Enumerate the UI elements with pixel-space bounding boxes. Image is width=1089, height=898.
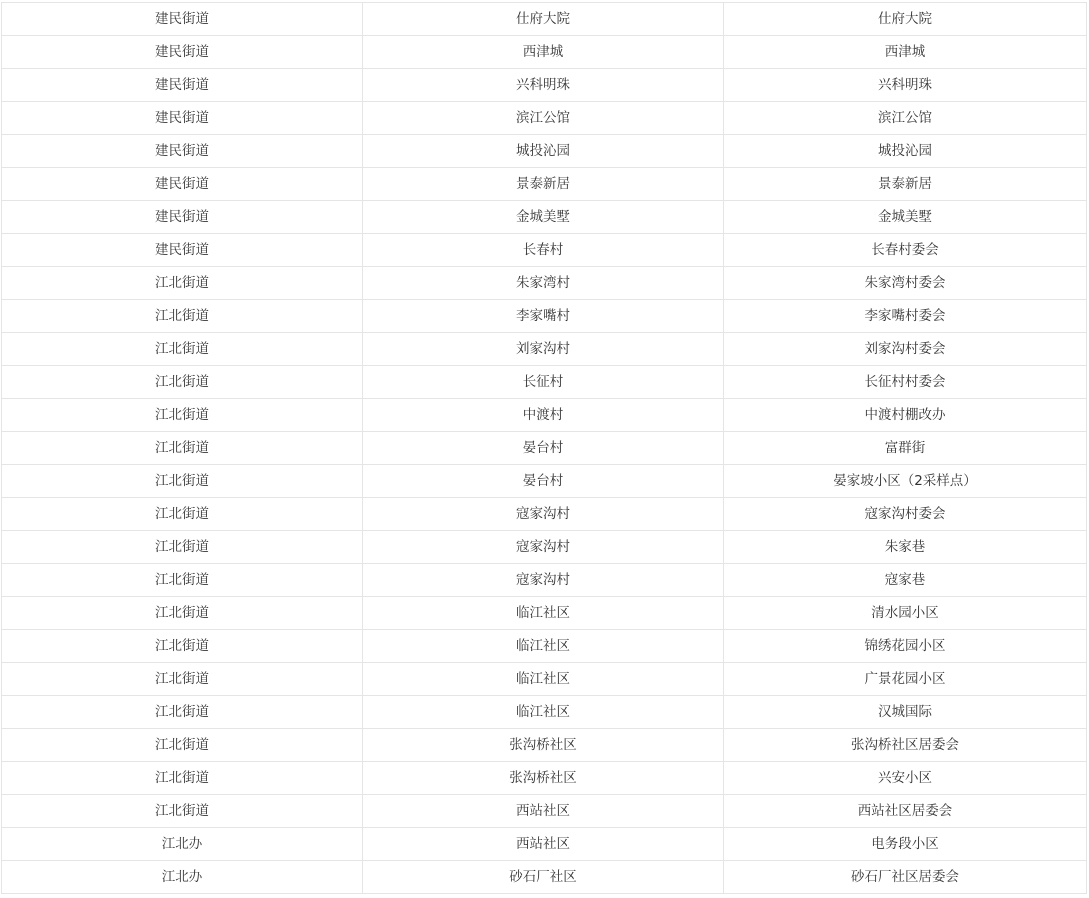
street-cell: 江北街道 xyxy=(2,696,363,729)
community-cell: 滨江公馆 xyxy=(363,102,724,135)
table-row xyxy=(2,762,1087,795)
site-cell: 西站社区居委会 xyxy=(724,795,1087,828)
site-cell: 中渡村棚改办 xyxy=(724,399,1087,432)
street-cell: 江北街道 xyxy=(2,399,363,432)
community-cell: 寇家沟村 xyxy=(363,498,724,531)
street-cell: 江北办 xyxy=(2,861,363,894)
table-row xyxy=(2,696,1087,729)
street-cell: 江北街道 xyxy=(2,564,363,597)
street-cell: 江北街道 xyxy=(2,300,363,333)
table-row xyxy=(2,333,1087,366)
table-row xyxy=(2,69,1087,102)
site-cell: 仕府大院 xyxy=(724,3,1087,36)
table-row xyxy=(2,135,1087,168)
community-cell: 寇家沟村 xyxy=(363,531,724,564)
sampling-sites-table xyxy=(1,2,1087,894)
table-row xyxy=(2,300,1087,333)
table-row xyxy=(2,366,1087,399)
street-cell: 建民街道 xyxy=(2,3,363,36)
table-row xyxy=(2,234,1087,267)
community-cell: 金城美墅 xyxy=(363,201,724,234)
site-cell: 兴科明珠 xyxy=(724,69,1087,102)
table-row xyxy=(2,498,1087,531)
table-row xyxy=(2,828,1087,861)
site-cell: 滨江公馆 xyxy=(724,102,1087,135)
street-cell: 江北街道 xyxy=(2,762,363,795)
table-row xyxy=(2,597,1087,630)
table-row xyxy=(2,201,1087,234)
site-cell: 张沟桥社区居委会 xyxy=(724,729,1087,762)
community-cell: 张沟桥社区 xyxy=(363,729,724,762)
site-cell: 长春村委会 xyxy=(724,234,1087,267)
site-cell: 兴安小区 xyxy=(724,762,1087,795)
street-cell: 江北街道 xyxy=(2,597,363,630)
site-cell: 寇家沟村委会 xyxy=(724,498,1087,531)
street-cell: 建民街道 xyxy=(2,102,363,135)
street-cell: 江北街道 xyxy=(2,267,363,300)
community-cell: 刘家沟村 xyxy=(363,333,724,366)
community-cell: 临江社区 xyxy=(363,663,724,696)
site-cell: 朱家巷 xyxy=(724,531,1087,564)
community-cell: 张沟桥社区 xyxy=(363,762,724,795)
table-row xyxy=(2,399,1087,432)
street-cell: 建民街道 xyxy=(2,234,363,267)
community-cell: 长征村 xyxy=(363,366,724,399)
community-cell: 临江社区 xyxy=(363,630,724,663)
community-cell: 晏台村 xyxy=(363,465,724,498)
table-row xyxy=(2,630,1087,663)
street-cell: 江北街道 xyxy=(2,663,363,696)
table-row xyxy=(2,432,1087,465)
community-cell: 朱家湾村 xyxy=(363,267,724,300)
site-cell: 晏家坡小区（2采样点） xyxy=(724,465,1087,498)
community-cell: 城投沁园 xyxy=(363,135,724,168)
street-cell: 江北街道 xyxy=(2,498,363,531)
street-cell: 江北街道 xyxy=(2,531,363,564)
community-cell: 中渡村 xyxy=(363,399,724,432)
site-cell: 电务段小区 xyxy=(724,828,1087,861)
site-cell: 西津城 xyxy=(724,36,1087,69)
site-cell: 汉城国际 xyxy=(724,696,1087,729)
community-cell: 兴科明珠 xyxy=(363,69,724,102)
table-row xyxy=(2,465,1087,498)
site-cell: 李家嘴村委会 xyxy=(724,300,1087,333)
table-row xyxy=(2,531,1087,564)
site-cell: 富群街 xyxy=(724,432,1087,465)
table-row xyxy=(2,861,1087,894)
site-cell: 金城美墅 xyxy=(724,201,1087,234)
site-cell: 景泰新居 xyxy=(724,168,1087,201)
street-cell: 江北街道 xyxy=(2,333,363,366)
street-cell: 江北街道 xyxy=(2,366,363,399)
street-cell: 江北街道 xyxy=(2,432,363,465)
community-cell: 长春村 xyxy=(363,234,724,267)
table-row xyxy=(2,3,1087,36)
sampling-sites-table-container xyxy=(1,2,1088,894)
community-cell: 仕府大院 xyxy=(363,3,724,36)
community-cell: 晏台村 xyxy=(363,432,724,465)
table-row xyxy=(2,729,1087,762)
street-cell: 江北街道 xyxy=(2,795,363,828)
community-cell: 西津城 xyxy=(363,36,724,69)
table-row xyxy=(2,168,1087,201)
table-row xyxy=(2,36,1087,69)
site-cell: 寇家巷 xyxy=(724,564,1087,597)
community-cell: 西站社区 xyxy=(363,795,724,828)
table-row xyxy=(2,564,1087,597)
street-cell: 建民街道 xyxy=(2,69,363,102)
table-row xyxy=(2,795,1087,828)
street-cell: 江北街道 xyxy=(2,465,363,498)
street-cell: 建民街道 xyxy=(2,201,363,234)
table-row xyxy=(2,267,1087,300)
site-cell: 城投沁园 xyxy=(724,135,1087,168)
site-cell: 清水园小区 xyxy=(724,597,1087,630)
site-cell: 刘家沟村委会 xyxy=(724,333,1087,366)
table-row xyxy=(2,102,1087,135)
site-cell: 砂石厂社区居委会 xyxy=(724,861,1087,894)
community-cell: 寇家沟村 xyxy=(363,564,724,597)
street-cell: 建民街道 xyxy=(2,168,363,201)
community-cell: 李家嘴村 xyxy=(363,300,724,333)
site-cell: 锦绣花园小区 xyxy=(724,630,1087,663)
table-row xyxy=(2,663,1087,696)
community-cell: 临江社区 xyxy=(363,597,724,630)
street-cell: 江北街道 xyxy=(2,729,363,762)
street-cell: 江北街道 xyxy=(2,630,363,663)
site-cell: 长征村村委会 xyxy=(724,366,1087,399)
community-cell: 临江社区 xyxy=(363,696,724,729)
street-cell: 建民街道 xyxy=(2,135,363,168)
site-cell: 广景花园小区 xyxy=(724,663,1087,696)
table-body xyxy=(2,3,1087,894)
street-cell: 建民街道 xyxy=(2,36,363,69)
community-cell: 砂石厂社区 xyxy=(363,861,724,894)
site-cell: 朱家湾村委会 xyxy=(724,267,1087,300)
community-cell: 西站社区 xyxy=(363,828,724,861)
street-cell: 江北办 xyxy=(2,828,363,861)
community-cell: 景泰新居 xyxy=(363,168,724,201)
